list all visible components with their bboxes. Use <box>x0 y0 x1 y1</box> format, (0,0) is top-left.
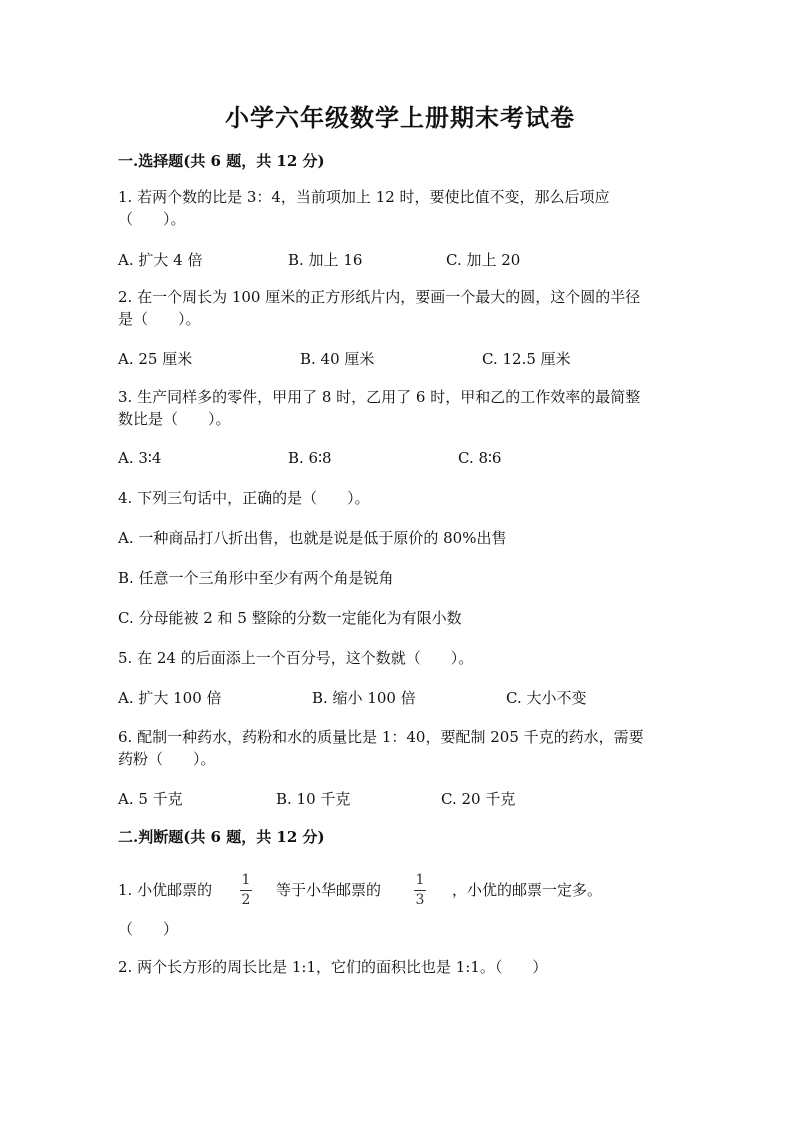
option-b[interactable]: B. 缩小 100 倍 <box>312 689 416 707</box>
fraction-bar <box>240 890 252 891</box>
option-b[interactable]: B. 6∶8 <box>288 449 332 467</box>
option-c[interactable]: C. 12.5 厘米 <box>482 350 571 368</box>
question-2-stem-line2: 是（ ）。 <box>118 310 201 328</box>
judge-question-2: 2. 两个长方形的周长比是 1:1，它们的面积比也是 1:1。（ ） <box>118 958 548 976</box>
option-c[interactable]: C. 分母能被 2 和 5 整除的分数一定能化为有限小数 <box>118 609 462 627</box>
option-c[interactable]: C. 8∶6 <box>458 449 502 467</box>
option-a[interactable]: A. 一种商品打八折出售，也就是说是低于原价的 80%出售 <box>118 529 507 547</box>
option-b[interactable]: B. 加上 16 <box>288 251 363 269</box>
section-heading-judge: 二.判断题(共 6 题，共 12 分) <box>118 828 325 846</box>
option-a[interactable]: A. 25 厘米 <box>118 350 193 368</box>
option-a[interactable]: A. 5 千克 <box>118 790 183 808</box>
question-5-stem-line1: 5. 在 24 的后面添上一个百分号，这个数就（ ）。 <box>118 649 474 667</box>
fraction-one-third <box>414 872 426 909</box>
fraction-bar <box>414 890 426 891</box>
option-b[interactable]: B. 任意一个三角形中至少有两个角是锐角 <box>118 569 394 587</box>
option-c[interactable]: C. 加上 20 <box>446 251 521 269</box>
question-3-stem-line1: 3. 生产同样多的零件，甲用了 8 时，乙用了 6 时，甲和乙的工作效率的最简整 <box>118 388 641 406</box>
fraction-denominator: 2 <box>241 892 251 908</box>
fraction-numerator: 1 <box>241 872 251 888</box>
question-6-stem-line2: 药粉（ ）。 <box>118 750 216 768</box>
option-c[interactable]: C. 20 千克 <box>441 790 516 808</box>
question-4-stem-line1: 4. 下列三句话中，正确的是（ ）。 <box>118 489 370 507</box>
question-2-stem-line1: 2. 在一个周长为 100 厘米的正方形纸片内，要画一个最大的圆，这个圆的半径 <box>118 288 641 306</box>
option-a[interactable]: A. 3∶4 <box>118 449 162 467</box>
judge-1-part1: 1. 小优邮票的 <box>118 881 213 899</box>
question-5-options <box>0 687 800 709</box>
fraction-denominator: 3 <box>415 892 425 908</box>
section-heading-choice: 一.选择题(共 6 题，共 12 分) <box>118 152 325 170</box>
question-6-options <box>0 788 800 810</box>
fraction-one-half <box>240 872 252 909</box>
question-2-options <box>0 348 800 370</box>
question-3-stem-line2: 数比是（ ）。 <box>118 410 231 428</box>
fraction-numerator: 1 <box>415 872 425 888</box>
question-1-options <box>0 249 800 271</box>
question-1-stem-line2: （ ）。 <box>118 210 186 228</box>
judge-1-answer-blank[interactable]: （ ） <box>118 920 179 938</box>
option-a[interactable]: A. 扩大 4 倍 <box>118 251 203 269</box>
question-3-options <box>0 449 800 471</box>
question-6-stem-line1: 6. 配制一种药水，药粉和水的质量比是 1：40，要配制 205 千克的药水，需要 <box>118 728 644 746</box>
option-b[interactable]: B. 40 厘米 <box>300 350 375 368</box>
option-a[interactable]: A. 扩大 100 倍 <box>118 689 222 707</box>
judge-1-part3: ，小优的邮票一定多。 <box>452 881 603 899</box>
option-c[interactable]: C. 大小不变 <box>506 689 587 707</box>
option-b[interactable]: B. 10 千克 <box>276 790 351 808</box>
judge-1-part2: 等于小华邮票的 <box>276 881 382 899</box>
page-title: 小学六年级数学上册期末考试卷 <box>225 103 575 132</box>
question-1-stem-line1: 1. 若两个数的比是 3：4，当前项加上 12 时，要使比值不变，那么后项应 <box>118 188 610 206</box>
